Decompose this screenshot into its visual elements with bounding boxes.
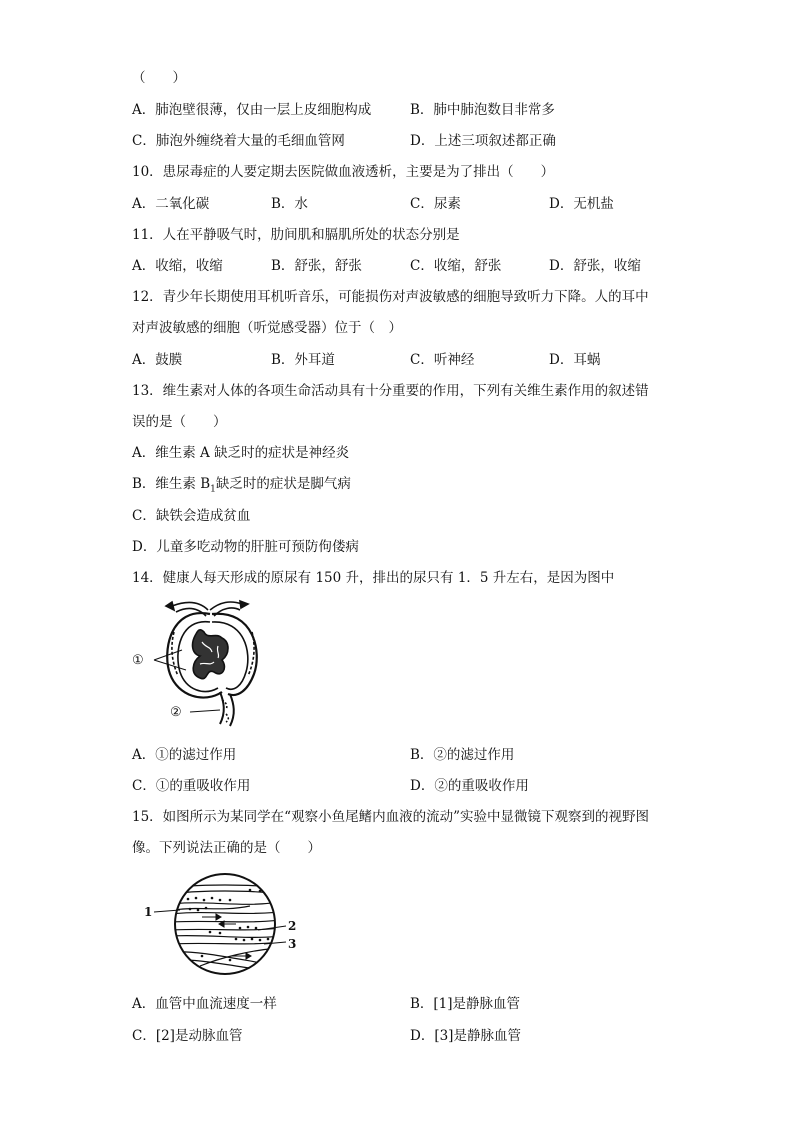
fish-label-2: 2	[288, 919, 297, 933]
q9-paren: （ ）	[132, 70, 186, 86]
q13-stem-line2: 误的是（ ）	[132, 414, 227, 430]
q9-option-a: A．肺泡壁很薄，仅由一层上皮细胞构成	[132, 102, 372, 118]
q9-option-b: B．肺中肺泡数目非常多	[410, 102, 555, 118]
q12-option-b: B．外耳道	[271, 352, 335, 368]
q15-stem-line2: 像。下列说法正确的是（ ）	[132, 840, 321, 856]
nephron-label-2: ②	[170, 705, 182, 720]
q13-option-b-prefix: B．维生素 B	[132, 476, 211, 492]
q15-option-c: C．[2]是动脉血管	[132, 1028, 243, 1044]
q10-option-d: D．无机盐	[549, 196, 614, 212]
q12-stem-line1: 12．青少年长期使用耳机听音乐，可能损伤对声波敏感的细胞导致听力下降。人的耳中	[132, 289, 649, 305]
q12-stem-line2: 对声波敏感的细胞（听觉感受器）位于（ ）	[132, 320, 402, 336]
fish-label-1: 1	[144, 905, 153, 919]
q13-option-b	[132, 472, 351, 495]
q10-option-a: A．二氧化碳	[132, 196, 210, 212]
q14-option-d: D．②的重吸收作用	[410, 778, 529, 794]
q13-option-c: C．缺铁会造成贫血	[132, 508, 251, 524]
q11-option-a: A．收缩，收缩	[132, 258, 223, 274]
nephron-label-1: ①	[132, 653, 144, 668]
q10-option-c: C．尿素	[410, 196, 461, 212]
fish-tail-microscope-figure	[140, 870, 310, 980]
q13-option-b-suffix: 缺乏时的症状是脚气病	[215, 476, 351, 492]
q15-option-b: B．[1]是静脉血管	[410, 996, 521, 1012]
q11-stem: 11．人在平静吸气时，肋间肌和膈肌所处的状态分别是	[132, 227, 460, 243]
q11-option-c: C．收缩，舒张	[410, 258, 502, 274]
q13-option-b-subscript: 1	[210, 484, 216, 495]
q11-option-b: B．舒张，舒张	[271, 258, 362, 274]
q9-option-c: C．肺泡外缠绕着大量的毛细血管网	[132, 133, 345, 149]
q12-option-c: C．听神经	[410, 352, 475, 368]
q10-option-b: B．水	[271, 196, 308, 212]
q15-option-d: D．[3]是静脉血管	[410, 1028, 521, 1044]
q13-option-a: A．维生素 A 缺乏时的症状是神经炎	[132, 445, 350, 461]
q14-option-b: B．②的滤过作用	[410, 747, 515, 763]
q10-stem: 10．患尿毒症的人要定期去医院做血液透析，主要是为了排出（ ）	[132, 164, 555, 180]
q13-option-d: D．儿童多吃动物的肝脏可预防佝偻病	[132, 539, 359, 555]
nephron-figure	[130, 592, 280, 732]
q12-option-a: A．鼓膜	[132, 352, 183, 368]
q9-option-d: D．上述三项叙述都正确	[410, 133, 556, 149]
q14-option-a: A．①的滤过作用	[132, 747, 237, 763]
q15-stem-line1: 15．如图所示为某同学在“观察小鱼尾鳍内血液的流动”实验中显微镜下观察到的视野图	[132, 809, 649, 825]
q14-option-c: C．①的重吸收作用	[132, 778, 251, 794]
q13-stem-line1: 13．维生素对人体的各项生命活动具有十分重要的作用，下列有关维生素作用的叙述错	[132, 383, 649, 399]
fish-label-3: 3	[288, 937, 297, 951]
q12-option-d: D．耳蜗	[549, 352, 601, 368]
q15-option-a: A．血管中血流速度一样	[132, 996, 277, 1012]
q14-stem: 14．健康人每天形成的原尿有 150 升，排出的尿只有 1．5 升左右，是因为图中	[132, 570, 615, 586]
q11-option-d: D．舒张，收缩	[549, 258, 641, 274]
